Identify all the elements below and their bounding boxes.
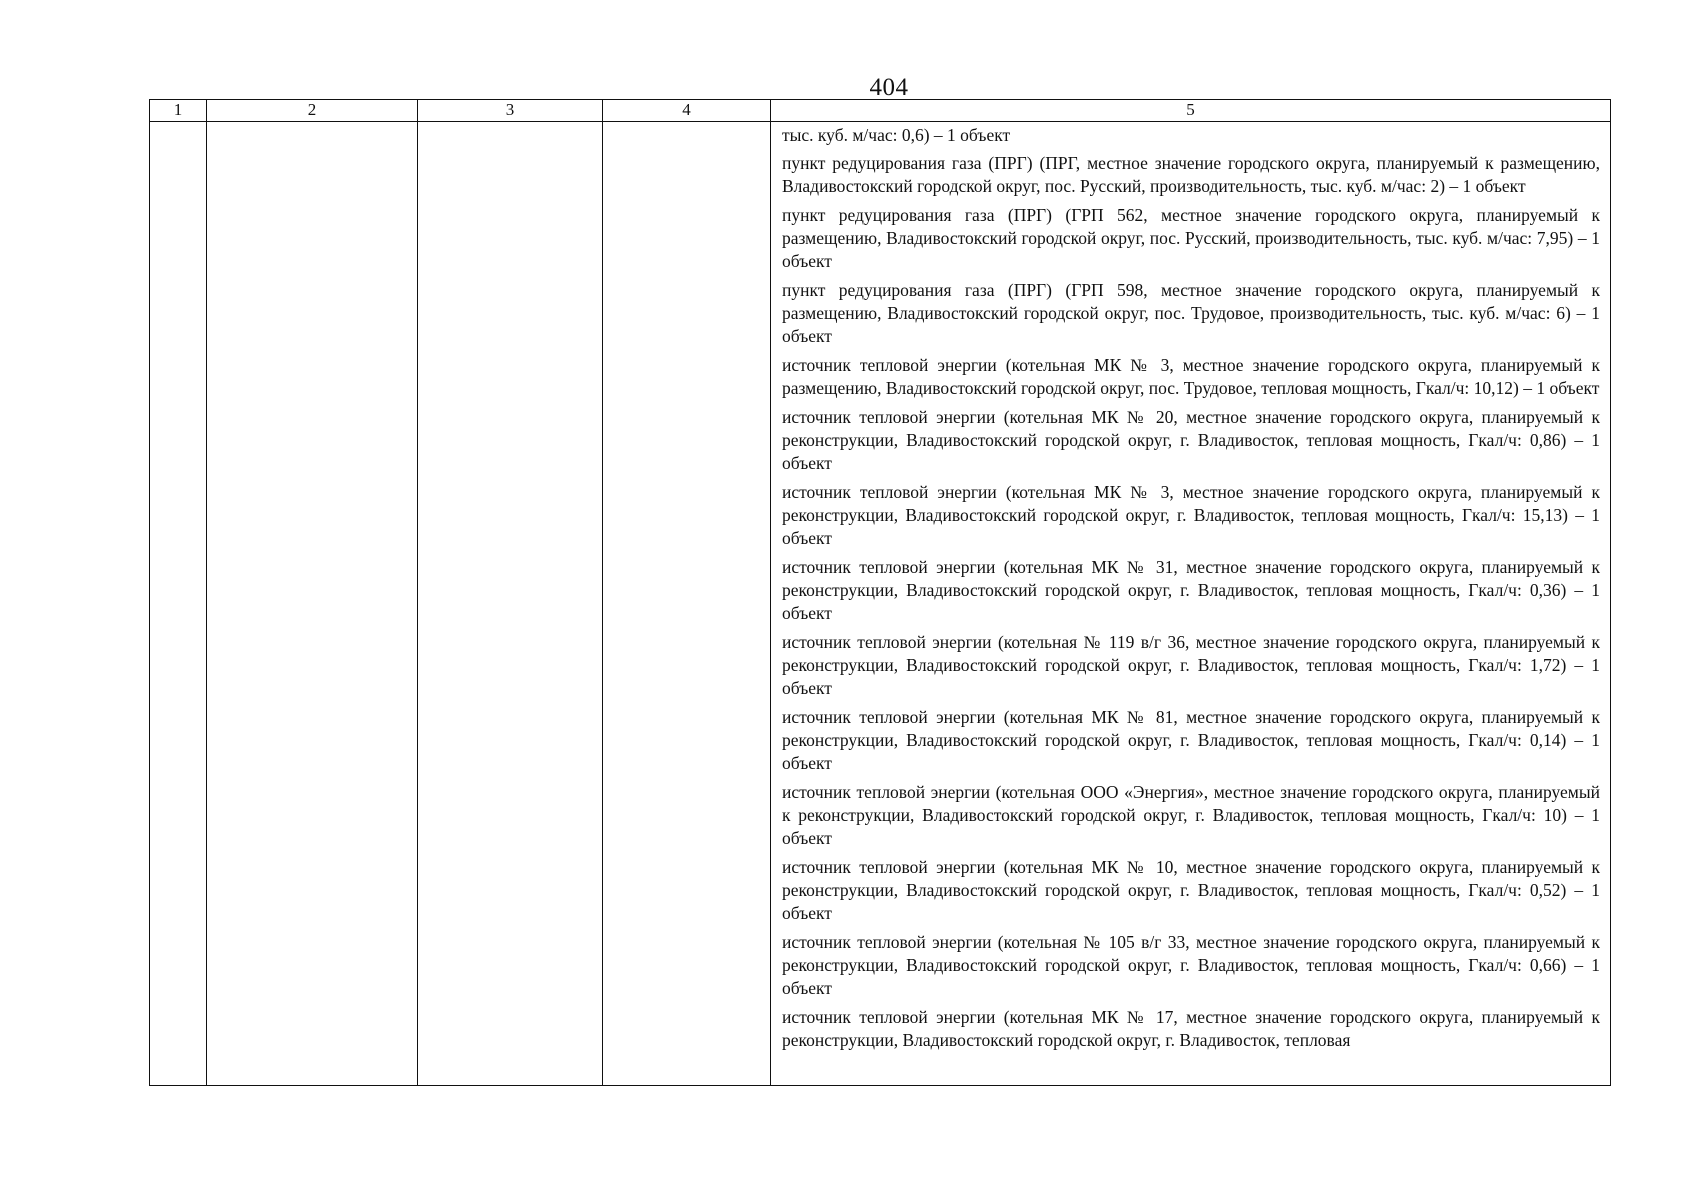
list-item: источник тепловой энергии (котельная № 105 в/г 33, местное значение городского округа, планируемый к реконструкции, Владивостокский городской округ, г. Владивосток, тепловая мощность, Гкал/ч: 0,66) – 1 объект bbox=[782, 932, 1600, 998]
list-item: источник тепловой энергии (котельная ООО «Энергия», местное значение городского округа, планируемый к реконструкции, Владивостокский городской округ, г. Владивосток, тепловая мощность, Гкал/ч: 10) – 1 объект bbox=[782, 782, 1600, 848]
list-item: пункт редуцирования газа (ПРГ) (ГРП 598, местное значение городского округа, планируемый к размещению, Владивостокский городской округ, пос. Трудовое, производительность, тыс. куб. м/час: 6) – 1 объект bbox=[782, 280, 1600, 346]
cell-column-2 bbox=[207, 122, 418, 1086]
cell-column-4 bbox=[603, 122, 771, 1086]
cell-column-1 bbox=[150, 122, 207, 1086]
object-list bbox=[771, 122, 1610, 1052]
column-header-1: 1 bbox=[150, 100, 207, 122]
list-item: источник тепловой энергии (котельная МК № 81, местное значение городского округа, планируемый к реконструкции, Владивостокский городской округ, г. Владивосток, тепловая мощность, Гкал/ч: 0,14) – 1 объект bbox=[782, 707, 1600, 773]
table-row bbox=[150, 122, 1611, 1086]
list-item: тыс. куб. м/час: 0,6) – 1 объект bbox=[782, 125, 1011, 145]
column-header-4: 4 bbox=[603, 100, 771, 122]
list-item: источник тепловой энергии (котельная № 119 в/г 36, местное значение городского округа, планируемый к реконструкции, Владивостокский городской округ, г. Владивосток, тепловая мощность, Гкал/ч: 1,72) – 1 объект bbox=[782, 632, 1600, 698]
column-header-3: 3 bbox=[418, 100, 603, 122]
list-item: пункт редуцирования газа (ПРГ) (ПРГ, местное значение городского округа, планируемый к размещению, Владивостокский городской округ, пос. Русский, производительность, тыс. куб. м/час: 2) – 1 объект bbox=[782, 153, 1600, 196]
column-header-2: 2 bbox=[207, 100, 418, 122]
list-item: источник тепловой энергии (котельная МК № 10, местное значение городского округа, планируемый к реконструкции, Владивостокский городской округ, г. Владивосток, тепловая мощность, Гкал/ч: 0,52) – 1 объект bbox=[782, 857, 1600, 923]
list-item: источник тепловой энергии (котельная МК № 31, местное значение городского округа, планируемый к реконструкции, Владивостокский городской округ, г. Владивосток, тепловая мощность, Гкал/ч: 0,36) – 1 объект bbox=[782, 557, 1600, 623]
list-item: источник тепловой энергии (котельная МК № 3, местное значение городского округа, планируемый к размещению, Владивостокский городской округ, пос. Трудовое, тепловая мощность, Гкал/ч: 10,12) – 1 объект bbox=[782, 355, 1600, 398]
list-item: источник тепловой энергии (котельная МК № 17, местное значение городского округа, планируемый к реконструкции, Владивостокский городской округ, г. Владивосток, тепловая bbox=[782, 1007, 1600, 1050]
list-item: источник тепловой энергии (котельная МК № 3, местное значение городского округа, планируемый к реконструкции, Владивостокский городской округ, г. Владивосток, тепловая мощность, Гкал/ч: 15,13) – 1 объект bbox=[782, 482, 1600, 548]
column-number-row bbox=[150, 100, 1611, 122]
cell-column-3 bbox=[418, 122, 603, 1086]
document-table bbox=[149, 99, 1611, 1086]
list-item: источник тепловой энергии (котельная МК № 20, местное значение городского округа, планируемый к реконструкции, Владивостокский городской округ, г. Владивосток, тепловая мощность, Гкал/ч: 0,86) – 1 объект bbox=[782, 407, 1600, 473]
cell-column-5 bbox=[771, 122, 1611, 1086]
list-item: пункт редуцирования газа (ПРГ) (ГРП 562, местное значение городского округа, планируемый к размещению, Владивостокский городской округ, пос. Русский, производительность, тыс. куб. м/час: 7,95) – 1 объект bbox=[782, 205, 1600, 271]
column-header-5: 5 bbox=[771, 100, 1611, 122]
page-number: 404 bbox=[869, 74, 909, 101]
